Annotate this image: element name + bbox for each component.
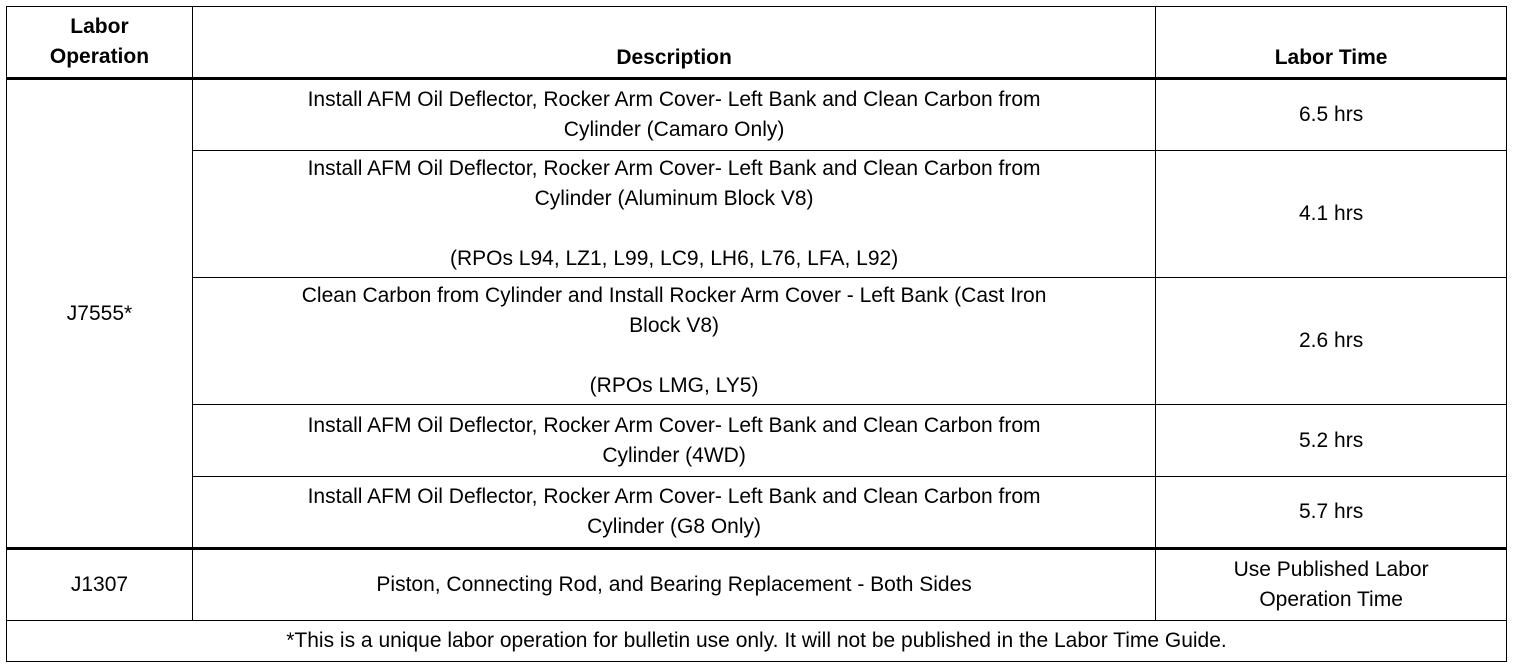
table-row: [7, 278, 1507, 405]
table-row: [7, 477, 1507, 549]
header-row: [7, 7, 1507, 79]
table-row: [7, 405, 1507, 477]
description-cell: Install AFM Oil Deflector, Rocker Arm Cover- Left Bank and Clean Carbon from Cylinder (4WD): [192, 405, 1155, 477]
footnote: *This is a unique labor operation for bulletin use only. It will not be published in the Labor Time Guide.: [7, 621, 1507, 662]
header-description: Description: [192, 7, 1155, 79]
header-labor-time: Labor Time: [1156, 7, 1507, 79]
labor-operation-code: J1307: [7, 549, 193, 621]
description-cell: Install AFM Oil Deflector, Rocker Arm Cover- Left Bank and Clean Carbon from Cylinder (Camaro Only): [192, 79, 1155, 151]
description-cell: Install AFM Oil Deflector, Rocker Arm Cover- Left Bank and Clean Carbon from Cylinder (Aluminum Block V8) (RPOs L94, LZ1, L99, LC9, LH6, L76, LFA, L92): [192, 151, 1155, 278]
labor-time-cell: 4.1 hrs: [1156, 151, 1507, 278]
labor-time-cell: 6.5 hrs: [1156, 79, 1507, 151]
labor-time-cell: Use Published Labor Operation Time: [1156, 549, 1507, 621]
description-cell: Install AFM Oil Deflector, Rocker Arm Cover- Left Bank and Clean Carbon from Cylinder (G8 Only): [192, 477, 1155, 549]
table-row: [7, 151, 1507, 278]
rpo-codes: (RPOs LMG, LY5): [589, 374, 759, 397]
rpo-codes: (RPOs L94, LZ1, L99, LC9, LH6, L76, LFA, L92): [449, 247, 899, 270]
table-row: [7, 549, 1507, 621]
labor-time-table: [6, 6, 1507, 662]
description-cell: Piston, Connecting Rod, and Bearing Replacement - Both Sides: [192, 549, 1155, 621]
labor-time-cell: 5.7 hrs: [1156, 477, 1507, 549]
labor-time-cell: 2.6 hrs: [1156, 278, 1507, 405]
footnote-row: [7, 621, 1507, 662]
description-cell: Clean Carbon from Cylinder and Install Rocker Arm Cover - Left Bank (Cast Iron Block V8) (RPOs LMG, LY5): [192, 278, 1155, 405]
table-row: [7, 79, 1507, 151]
labor-time-cell: 5.2 hrs: [1156, 405, 1507, 477]
header-labor-operation: Labor Operation: [7, 7, 193, 79]
labor-operation-code: J7555*: [7, 79, 193, 549]
